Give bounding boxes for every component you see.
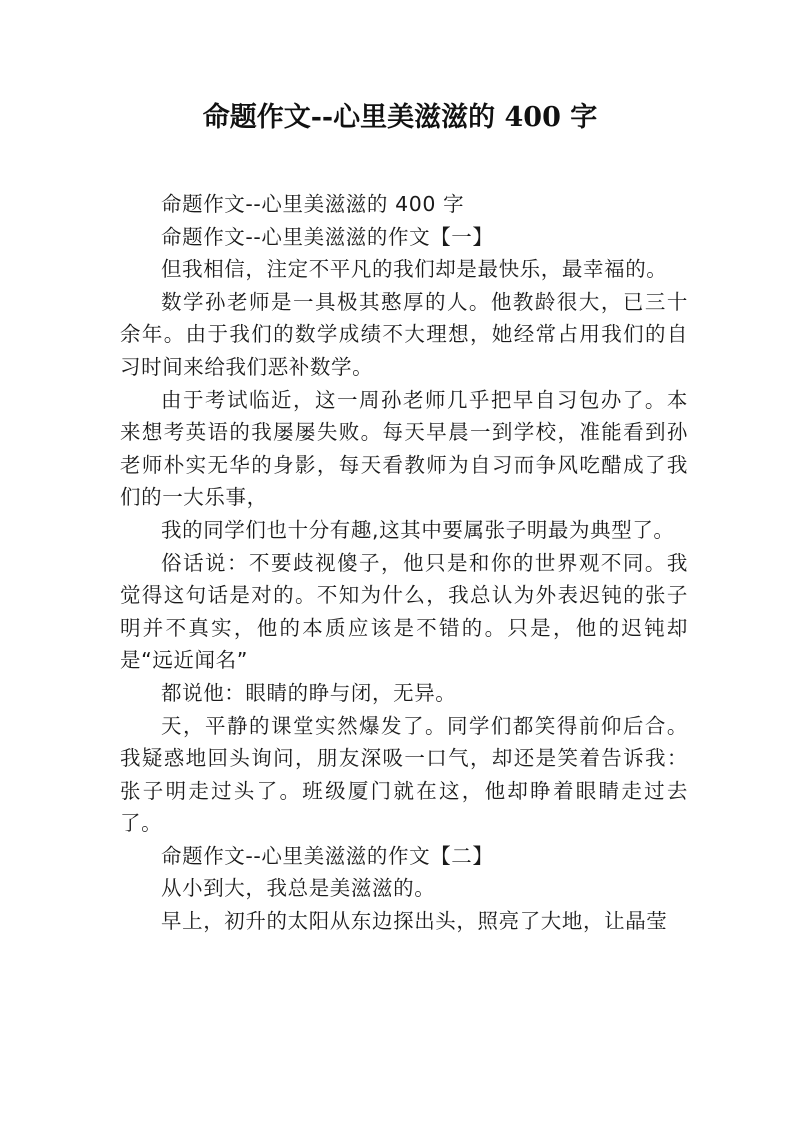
section-heading: 命题作文--心里美滋滋的作文【一】 [161, 224, 494, 249]
paragraph: 天，平静的课堂实然爆发了。同学们都笑得前仰后合。我疑惑地回头询问，朋友深吸一口气，却还是笑着告诉我：张子明走过头了。班级厦门就在这，他却睁着眼睛走过去了。 [120, 713, 688, 836]
document-body [120, 188, 688, 938]
section-heading: 命题作文--心里美滋滋的作文【二】 [161, 843, 494, 868]
paragraph: 由于考试临近，这一周孙老师几乎把早自习包办了。本来想考英语的我屡屡失败。每天早晨一到学校，准能看到孙老师朴实无华的身影，每天看教师为自习而争风吃醋成了我们的一大乐事， [120, 387, 688, 510]
paragraph: 早上，初升的太阳从东边探出头，照亮了大地，让晶莹 [161, 909, 668, 934]
paragraph: 数学孙老师是一具极其憨厚的人。他教龄很大，已三十余年。由于我们的数学成绩不大理想，她经常占用我们的自习时间来给我们恶补数学。 [120, 289, 688, 379]
paragraph: 命题作文--心里美滋滋的 400 字 [161, 192, 465, 216]
paragraph: 都说他：眼睛的睁与闭，无异。 [161, 680, 457, 705]
document-title: 命题作文--心里美滋滋的 400 字 [202, 102, 598, 133]
paragraph: 从小到大，我总是美滋滋的。 [161, 876, 436, 901]
paragraph: 但我相信，注定不平凡的我们却是最快乐，最幸福的。 [161, 257, 668, 282]
paragraph: 我的同学们也十分有趣,这其中要属张子明最为典型了。 [161, 517, 675, 542]
paragraph: 俗话说：不要歧视傻子，他只是和你的世界观不同。我觉得这句话是对的。不知为什么，我总认为外表迟钝的张子明并不真实，他的本质应该是不错的。只是，他的迟钝却是“远近闻名” [120, 550, 688, 673]
